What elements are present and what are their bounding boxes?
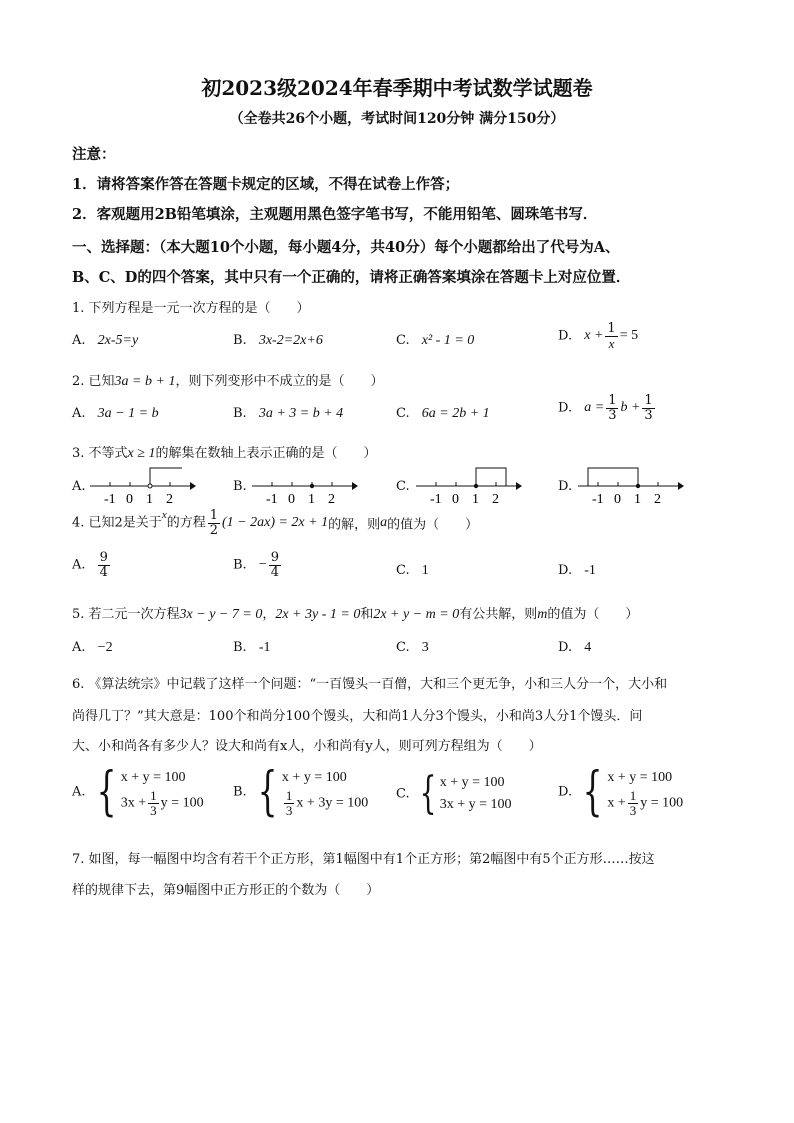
stem-equation: 3x − y − 7 = 0 <box>179 607 263 622</box>
stem-text: 有公共解，则 <box>459 607 538 622</box>
tick-label: 0 <box>126 492 133 506</box>
note-item-1: 1．请将答案作答在答题卡规定的区域，不得在试卷上作答； <box>72 176 460 193</box>
tick-label: 1 <box>472 492 479 506</box>
option-value: x² - 1 = 0 <box>421 333 475 348</box>
fraction-denominator: x <box>608 335 615 351</box>
section-heading-line-2: B、C、D的四个答案，其中只有一个正确的，请将正确答案填涂在答题卡上对应位置． <box>72 269 631 286</box>
q5-option-a <box>72 640 113 656</box>
stem-text: 和 <box>360 607 374 622</box>
option-value: 6a = 2b + 1 <box>421 406 490 421</box>
option-label: B. <box>233 557 247 573</box>
fraction-denominator: 3 <box>150 802 157 818</box>
question-2-stem <box>72 370 383 390</box>
system-line-1: x + y = 100 <box>281 769 347 785</box>
left-brace-icon: { <box>582 762 603 822</box>
option-value: 2x-5=y <box>97 333 139 348</box>
stem-text: 的解集在数轴上表示正确的是（ ） <box>155 446 377 461</box>
option-label: A. <box>72 784 86 800</box>
q2-option-a <box>72 406 159 422</box>
q2-option-d <box>558 394 657 422</box>
tick-label: 2 <box>328 492 335 506</box>
question-4-stem <box>72 509 478 537</box>
fraction-numerator: 1 <box>608 393 617 408</box>
option-value: 3a + 3 = b + 4 <box>258 406 344 421</box>
option-label: A. <box>72 557 86 573</box>
note-item-2: 2．客观题用2B铅笔填涂，主观题用黑色签字笔书写，不能用铅笔、圆珠笔书写． <box>72 206 598 223</box>
system-line-2-part: x + <box>607 795 626 811</box>
q4-option-b <box>233 551 283 579</box>
fraction-numerator: 9 <box>99 550 108 565</box>
option-value: −2 <box>97 640 113 655</box>
stem-equation: 2x + 3y - 1 = 0 <box>275 607 361 622</box>
option-sign: − <box>258 557 267 573</box>
option-value: 3 <box>421 640 429 655</box>
question-7-line-1: 7. 如图，每一幅图中均含有若干个正方形，第1幅图中有1个正方形；第2幅图中有5个正方形……按这 <box>72 852 655 867</box>
fraction-denominator: 3 <box>644 407 653 423</box>
q2-option-b <box>233 406 343 422</box>
question-6-line-1: 6. 《算法统宗》中记载了这样一个问题：“一百馒头一百僧，大和三个更无争，小和三人分一个，大小和 <box>72 677 668 692</box>
stem-text: ，则下列变形中不成立的是（ ） <box>175 374 384 389</box>
option-value: 3a − 1 = b <box>97 406 159 421</box>
tick-label: -1 <box>430 492 442 506</box>
q4-option-a <box>72 551 112 579</box>
q3-option-c-number-line <box>414 462 524 510</box>
q3-option-a-label: A. <box>72 479 86 494</box>
fraction-numerator: 1 <box>150 787 157 803</box>
stem-equation: (1 − 2ax) = 2x + 1 <box>222 515 329 531</box>
q1-option-d <box>558 322 638 350</box>
stem-text: 的值为（ ） <box>547 607 639 622</box>
system-line-2-part: y = 100 <box>160 795 204 811</box>
option-label: B. <box>233 640 247 655</box>
q4-option-d <box>558 563 596 579</box>
stem-text: 5. 若二元一次方程 <box>72 607 180 622</box>
option-value: 4 <box>584 640 592 655</box>
q6-option-d <box>558 762 684 822</box>
system-line-2-part: 3x + <box>120 795 147 811</box>
fraction-numerator: 9 <box>270 550 280 565</box>
system-line-1: x + y = 100 <box>120 769 186 785</box>
option-value: -1 <box>584 563 596 578</box>
q3-option-a-number-line <box>88 462 198 510</box>
fraction-numerator: 1 <box>607 321 616 336</box>
fraction-numerator: 1 <box>644 393 653 408</box>
q5-option-b <box>233 640 271 656</box>
stem-equation: 3a = b + 1 <box>114 374 176 389</box>
stem-equation: 2x + y − m = 0 <box>373 607 460 622</box>
option-label: A. <box>72 333 86 348</box>
tick-label: 0 <box>452 492 459 506</box>
page-title: 初2023级2024年春季期中考试数学试题卷 <box>201 76 593 100</box>
question-6-line-3: 大、小和尚各有多少人？设大和尚有x人，小和尚有y人，则可列方程组为（ ） <box>72 739 542 754</box>
option-label: A. <box>72 406 86 421</box>
question-3-stem <box>72 442 376 462</box>
system-line-1: x + y = 100 <box>439 775 505 790</box>
notes-heading: 注意： <box>72 146 116 163</box>
option-label: D. <box>558 328 573 344</box>
q5-option-d <box>558 640 591 656</box>
q3-option-b-number-line <box>250 462 360 510</box>
option-value: a = <box>584 400 605 416</box>
left-brace-icon: { <box>257 762 278 822</box>
fraction-denominator: 4 <box>99 564 108 580</box>
option-value: -1 <box>258 640 271 655</box>
stem-text: 4. 已知2是关于 <box>72 515 162 531</box>
fraction-denominator: 4 <box>270 564 280 580</box>
fraction-denominator: 3 <box>285 802 293 818</box>
question-7-line-2: 样的规律下去，第9幅图中正方形正的个数为（ ） <box>72 883 380 898</box>
q3-option-d-label: D. <box>558 479 573 494</box>
fraction-numerator: 1 <box>285 787 293 803</box>
page-subtitle: （全卷共26个小题，考试时间120分钟 满分150分） <box>229 111 565 127</box>
tick-label: 0 <box>288 492 295 506</box>
tick-label: 2 <box>166 492 173 506</box>
tick-label: -1 <box>592 492 604 506</box>
system-line-1: x + y = 100 <box>607 769 673 785</box>
option-label: B. <box>233 333 247 348</box>
left-brace-icon: { <box>419 768 437 819</box>
stem-text: 3. 不等式 <box>72 446 128 461</box>
q3-option-c-label: C. <box>396 479 410 494</box>
tick-label: 1 <box>308 492 315 506</box>
tick-label: -1 <box>104 492 116 506</box>
q3-option-d-number-line <box>576 462 686 510</box>
stem-text: 的值为（ ） <box>387 517 479 533</box>
tick-label: 1 <box>146 492 153 506</box>
q6-option-b <box>233 762 369 822</box>
option-label: B. <box>233 406 247 421</box>
option-label: D. <box>558 784 573 800</box>
system-line-2-part: x + 3y = 100 <box>296 795 369 811</box>
option-value: x + <box>584 328 604 344</box>
tick-label: -1 <box>266 492 278 506</box>
question-1-stem: 1. 下列方程是一元一次方程的是（ ） <box>72 301 310 316</box>
tick-label: 0 <box>614 492 621 506</box>
option-label: B. <box>233 784 247 800</box>
option-label: C. <box>396 786 410 802</box>
option-value: 3x-2=2x+6 <box>258 333 323 348</box>
q1-option-b <box>233 333 323 349</box>
fraction-denominator: 2 <box>209 522 218 538</box>
tick-label: 2 <box>492 492 499 506</box>
stem-variable: a <box>380 515 388 531</box>
option-label: C. <box>396 406 410 421</box>
stem-text: 2. 已知 <box>72 374 115 389</box>
question-6-line-2: 尚得几丁？”其大意是：100个和尚分100个馒头，大和尚1人分3个馒头，小和尚3人分1个馒头．问 <box>72 709 643 724</box>
left-brace-icon: { <box>96 762 117 822</box>
q3-option-b-label: B. <box>233 479 247 494</box>
option-label: A. <box>72 640 86 655</box>
option-label: C. <box>396 563 410 578</box>
option-label: C. <box>396 333 410 348</box>
stem-variable: x <box>161 509 167 521</box>
stem-text: 的解，则 <box>328 517 381 533</box>
option-label: D. <box>558 563 573 578</box>
q1-option-c <box>396 333 474 349</box>
system-line-2-part: y = 100 <box>640 795 684 811</box>
option-value: 1 <box>421 563 429 578</box>
option-label: C. <box>396 640 410 655</box>
option-value: = 5 <box>619 328 639 344</box>
stem-variable: m <box>537 607 548 622</box>
q4-option-c <box>396 563 429 579</box>
q6-option-c <box>396 768 512 819</box>
option-value: b + <box>620 400 641 416</box>
question-5-stem <box>72 603 638 623</box>
q2-option-c <box>396 406 490 422</box>
fraction-denominator: 3 <box>608 407 617 423</box>
option-label: D. <box>558 640 573 655</box>
stem-text: ， <box>262 607 276 622</box>
fraction-numerator: 1 <box>209 508 218 523</box>
q6-option-a <box>72 762 204 822</box>
stem-equation: x ≥ 1 <box>127 446 156 461</box>
tick-label: 2 <box>654 492 661 506</box>
section-heading-line-1: 一、选择题：（本大题10个小题，每小题4分，共40分）每个小题都给出了代号为A、 <box>72 239 620 256</box>
system-line-2: 3x + y = 100 <box>439 797 512 812</box>
fraction-denominator: 3 <box>629 802 637 818</box>
q5-option-c <box>396 640 429 656</box>
tick-label: 1 <box>634 492 641 506</box>
option-label: D. <box>558 400 573 416</box>
stem-text: 的方程 <box>166 515 206 531</box>
fraction-numerator: 1 <box>629 787 637 803</box>
q1-option-a <box>72 333 138 349</box>
